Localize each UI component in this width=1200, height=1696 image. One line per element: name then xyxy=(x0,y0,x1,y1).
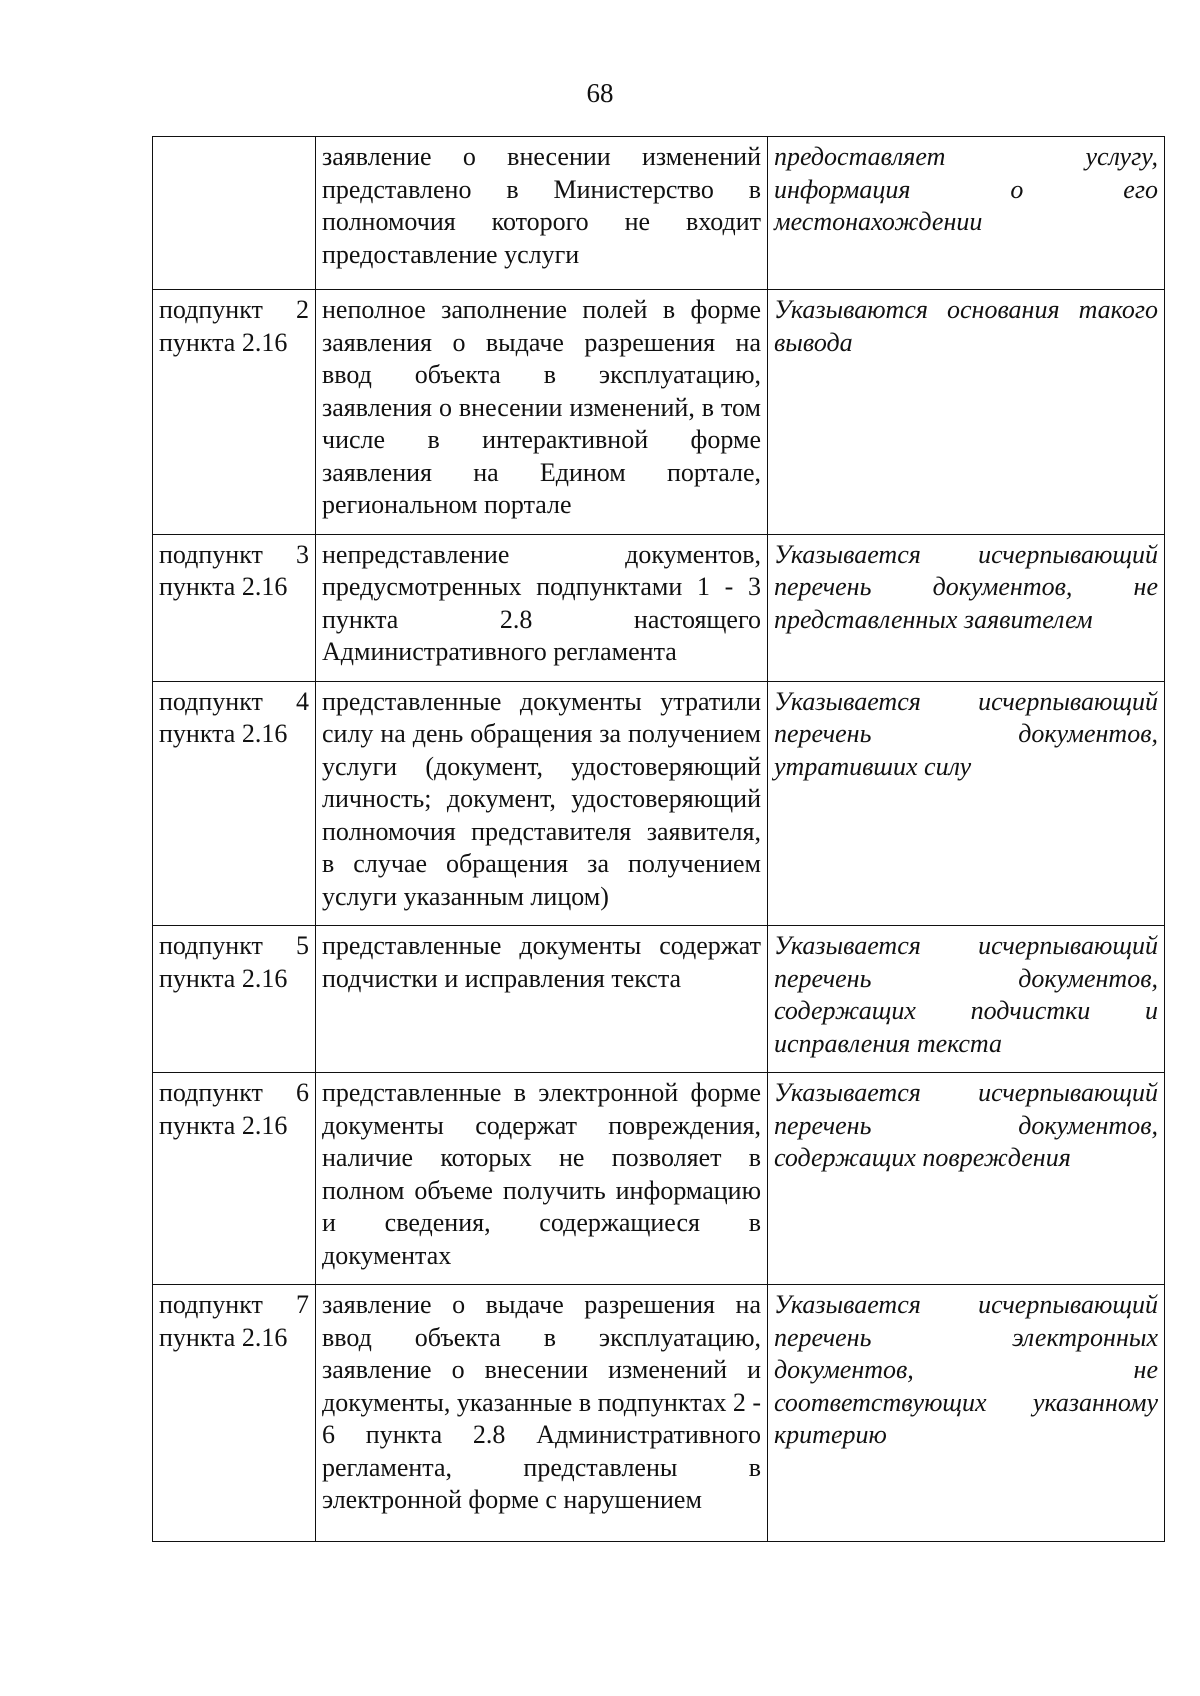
rule-reference-cell xyxy=(153,534,316,681)
refusal-reason-cell: представленные в электронной форме документы содержат повреждения, наличие которых не позволяет в полном объеме получить информацию и сведения, содержащиеся в документах xyxy=(316,1073,768,1285)
table-row xyxy=(153,1285,1165,1542)
rule-reference-line: пункта 2.16 xyxy=(159,1322,288,1352)
rule-reference-cell xyxy=(153,681,316,926)
rule-reference-line: подпункт 5 xyxy=(159,931,309,960)
table-row xyxy=(153,534,1165,681)
table-row xyxy=(153,137,1165,290)
rule-reference-cell xyxy=(153,290,316,535)
rule-reference-line: пункта 2.16 xyxy=(159,1110,288,1140)
table-row xyxy=(153,1073,1165,1285)
refusal-reason-cell: представленные документы содержат подчистки и исправления текста xyxy=(316,926,768,1073)
rule-reference-line: подпункт 6 xyxy=(159,1078,309,1107)
rule-reference-cell xyxy=(153,137,316,290)
rule-reference-cell xyxy=(153,926,316,1073)
rule-reference-line: подпункт 7 xyxy=(159,1290,309,1319)
rule-reference-line: пункта 2.16 xyxy=(159,572,288,601)
refusal-reason-cell: неполное заполнение полей в форме заявления о выдаче разрешения на ввод объекта в эксплуатацию, заявления о внесении изменений, в том числе в интерактивной форме заявления на Едином портале, региональном портале xyxy=(316,290,768,535)
explanation-cell: Указывается исчерпывающий перечень документов, утративших силу xyxy=(768,681,1165,926)
rule-reference-line: пункта 2.16 xyxy=(159,963,288,993)
table-row xyxy=(153,681,1165,926)
refusal-grounds-table xyxy=(152,136,1165,1542)
rule-reference-line: пункта 2.16 xyxy=(159,719,288,748)
explanation-cell: Указывается исчерпывающий перечень электронных документов, не соответствующих указанному критерию xyxy=(768,1285,1165,1542)
explanation-cell: Указываются основания такого вывода xyxy=(768,290,1165,535)
rule-reference-line: пункта 2.16 xyxy=(159,327,288,357)
rule-reference-cell xyxy=(153,1285,316,1542)
rule-reference-line: подпункт 2 xyxy=(159,295,309,324)
table-row xyxy=(153,290,1165,535)
explanation-cell: Указывается исчерпывающий перечень документов, не представленных заявителем xyxy=(768,534,1165,681)
rule-reference-line: подпункт 4 xyxy=(159,686,309,716)
refusal-reason-cell: представленные документы утратили силу на день обращения за получением услуги (документ, удостоверяющий личность; документ, удостоверяющий полномочия представителя заявителя, в случае обращения за получением услуги указанным лицом) xyxy=(316,681,768,926)
rule-reference-cell xyxy=(153,1073,316,1285)
page-number: 68 xyxy=(586,78,614,108)
explanation-cell: предоставляет услугу, информация о его местонахождении xyxy=(768,137,1165,290)
explanation-cell: Указывается исчерпывающий перечень документов, содержащих повреждения xyxy=(768,1073,1165,1285)
refusal-reason-cell: непредставление документов, предусмотренных подпунктами 1 - 3 пункта 2.8 настоящего Административного регламента xyxy=(316,534,768,681)
refusal-reason-cell: заявление о внесении изменений представлено в Министерство в полномочия которого не входит предоставление услуги xyxy=(316,137,768,290)
rule-reference-line: подпункт 3 xyxy=(159,539,309,569)
table-row xyxy=(153,926,1165,1073)
refusal-reason-cell: заявление о выдаче разрешения на ввод объекта в эксплуатацию, заявление о внесении изменений и документы, указанные в подпунктах 2 - 6 пункта 2.8 Административного регламента, представлены в электронной форме с нарушением xyxy=(316,1285,768,1542)
explanation-cell: Указывается исчерпывающий перечень документов, содержащих подчистки и исправления текста xyxy=(768,926,1165,1073)
